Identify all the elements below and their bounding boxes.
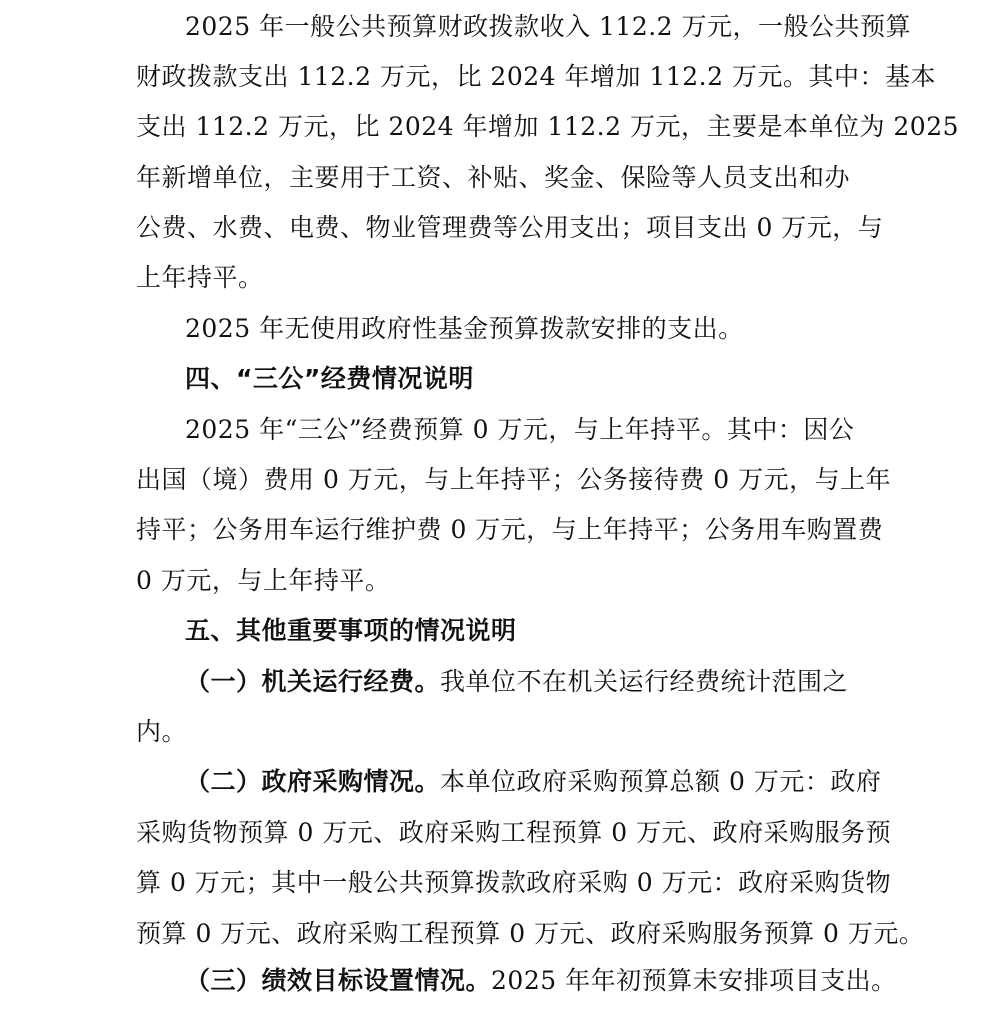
section-heading-5: 五、其他重要事项的情况说明 <box>185 616 517 645</box>
item-3-line <box>0 956 1000 1006</box>
text-line: 持平；公务用车运行维护费 0 万元，与上年持平；公务用车购置费 <box>136 515 884 544</box>
item-1-line <box>0 657 1000 707</box>
text-line: 2025 年无使用政府性基金预算拨款安排的支出。 <box>185 314 744 343</box>
item-3-label: （三）绩效目标设置情况。 <box>185 966 492 995</box>
text-line: 0 万元，与上年持平。 <box>136 566 391 595</box>
item-1-label: （一）机关运行经费。 <box>185 667 441 696</box>
text-line: 2025 年“三公”经费预算 0 万元，与上年持平。其中：因公 <box>185 415 855 444</box>
text-line: 算 0 万元；其中一般公共预算拨款政府采购 0 万元：政府采购货物 <box>136 868 892 897</box>
text-line: 支出 112.2 万元，比 2024 年增加 112.2 万元，主要是本单位为 2025 <box>136 112 960 141</box>
item-2-label: （二）政府采购情况。 <box>185 767 441 796</box>
item-1-text: 我单位不在机关运行经费统计范围之 <box>440 667 849 696</box>
text-line: 预算 0 万元、政府采购工程预算 0 万元、政府采购服务预算 0 万元。 <box>136 919 925 948</box>
section-heading-4: 四、“三公”经费情况说明 <box>185 364 474 393</box>
text-line: 出国（境）费用 0 万元，与上年持平；公务接待费 0 万元，与上年 <box>136 465 892 494</box>
text-line: 2025 年一般公共预算财政拨款收入 112.2 万元，一般公共预算 <box>185 12 912 41</box>
item-2-line <box>0 757 1000 807</box>
text-line: 上年持平。 <box>136 263 264 292</box>
text-line: 采购货物预算 0 万元、政府采购工程预算 0 万元、政府采购服务预 <box>136 818 892 847</box>
text-line: 内。 <box>136 717 188 746</box>
text-line: 财政拨款支出 112.2 万元，比 2024 年增加 112.2 万元。其中：基本 <box>136 62 936 91</box>
item-2-text: 本单位政府采购预算总额 0 万元：政府 <box>440 767 882 796</box>
text-line: 年新增单位，主要用于工资、补贴、奖金、保险等人员支出和办 <box>136 163 851 192</box>
item-3-text: 2025 年年初预算未安排项目支出。 <box>491 966 897 995</box>
text-line: 公费、水费、电费、物业管理费等公用支出；项目支出 0 万元，与 <box>136 213 884 242</box>
